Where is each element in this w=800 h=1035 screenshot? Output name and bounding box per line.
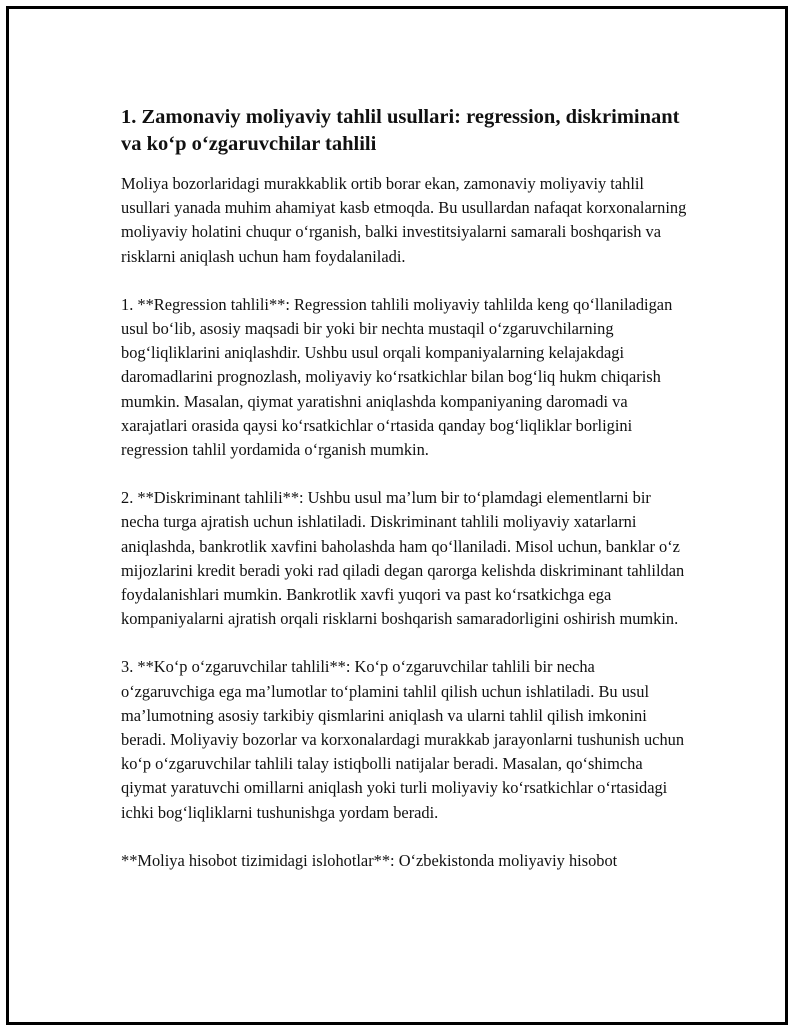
intro-paragraph: Moliya bozorlaridagi murakkablik ortib borar ekan, zamonaviy moliyaviy tahlil usullari yanada muhim ahamiyat kasb etmoqda. Bu usullardan nafaqat korxonalarning moliyaviy holatini chuqur o‘rganish, balki investitsiyalarni samarali boshqarish va risklarni aniqlash uchun ham foydalaniladi. — [121, 174, 687, 266]
document-body — [121, 104, 687, 897]
regression-paragraph: 1. **Regression tahlili**: Regression tahlili moliyaviy tahlilda keng qo‘llaniladigan usul bo‘lib, asosiy maqsadi bir yoki bir nechta mustaqil o‘zgaruvchilarning bog‘liqliklarini aniqlashdir. Ushbu usul orqali kompaniyalarning kelajakdagi daromadlarini prognozlash, moliyaviy ko‘rsatkichlar bilan bog‘liq hukm chiqarish mumkin. Masalan, qiymat yaratishni aniqlashda kompaniyaning daromadi va xarajatlari orasida qaysi ko‘rsatkichlar o‘rtasida qanday bog‘liqliklar borligini regression tahlil yordamida o‘rganish mumkin. — [121, 294, 673, 460]
multivariate-paragraph: 3. **Ko‘p o‘zgaruvchilar tahlili**: Ko‘p o‘zgaruvchilar tahlili bir necha o‘zgaruvchiga ega ma’lumotlar to‘plamini tahlil qilish uchun ishlatiladi. Bu usul ma’lumotning asosiy tarkibiy qismlarini aniqlash va ularni tahlil qilish imkonini beradi. Moliyaviy bozorlar va korxonalardagi murakkab jarayonlarni tushunish uchun ko‘p o‘zgaruvchilar tahlili talay istiqbolli natijalar beradi. Masalan, qo‘shimcha qiymat yaratuvchi omillarni aniqlash yoki turli moliyaviy ko‘rsatkichlar o‘rtasidagi ichki bog‘liqliklarni tushunishga yordam beradi. — [121, 657, 685, 822]
document-title: 1. Zamonaviy moliyaviy tahlil usullari: regression, diskriminant va ko‘p o‘zgaruvchilar tahlili — [121, 106, 680, 155]
discriminant-paragraph: 2. **Diskriminant tahlili**: Ushbu usul ma’lum bir to‘plamdagi elementlarni bir necha turga ajratish uchun ishlatiladi. Diskriminant tahlili moliyaviy xatarlarni aniqlashda, bankrotlik xavfini baholashda ham qo‘llaniladi. Misol uchun, banklar o‘z mijozlarini kredit beradi yoki rad qiladi degan qarorga kelishda diskriminant tahlildan foydalanishlari mumkin. Bankrotlik xavfi yuqori va past ko‘rsatkichga ega kompaniyalarni ajratish orqali risklarni boshqarish samaradorligini oshirish mumkin. — [121, 488, 685, 629]
page-frame — [6, 6, 788, 1025]
reform-paragraph: **Moliya hisobot tizimidagi islohotlar**: O‘zbekistonda moliyaviy hisobot — [121, 850, 618, 870]
